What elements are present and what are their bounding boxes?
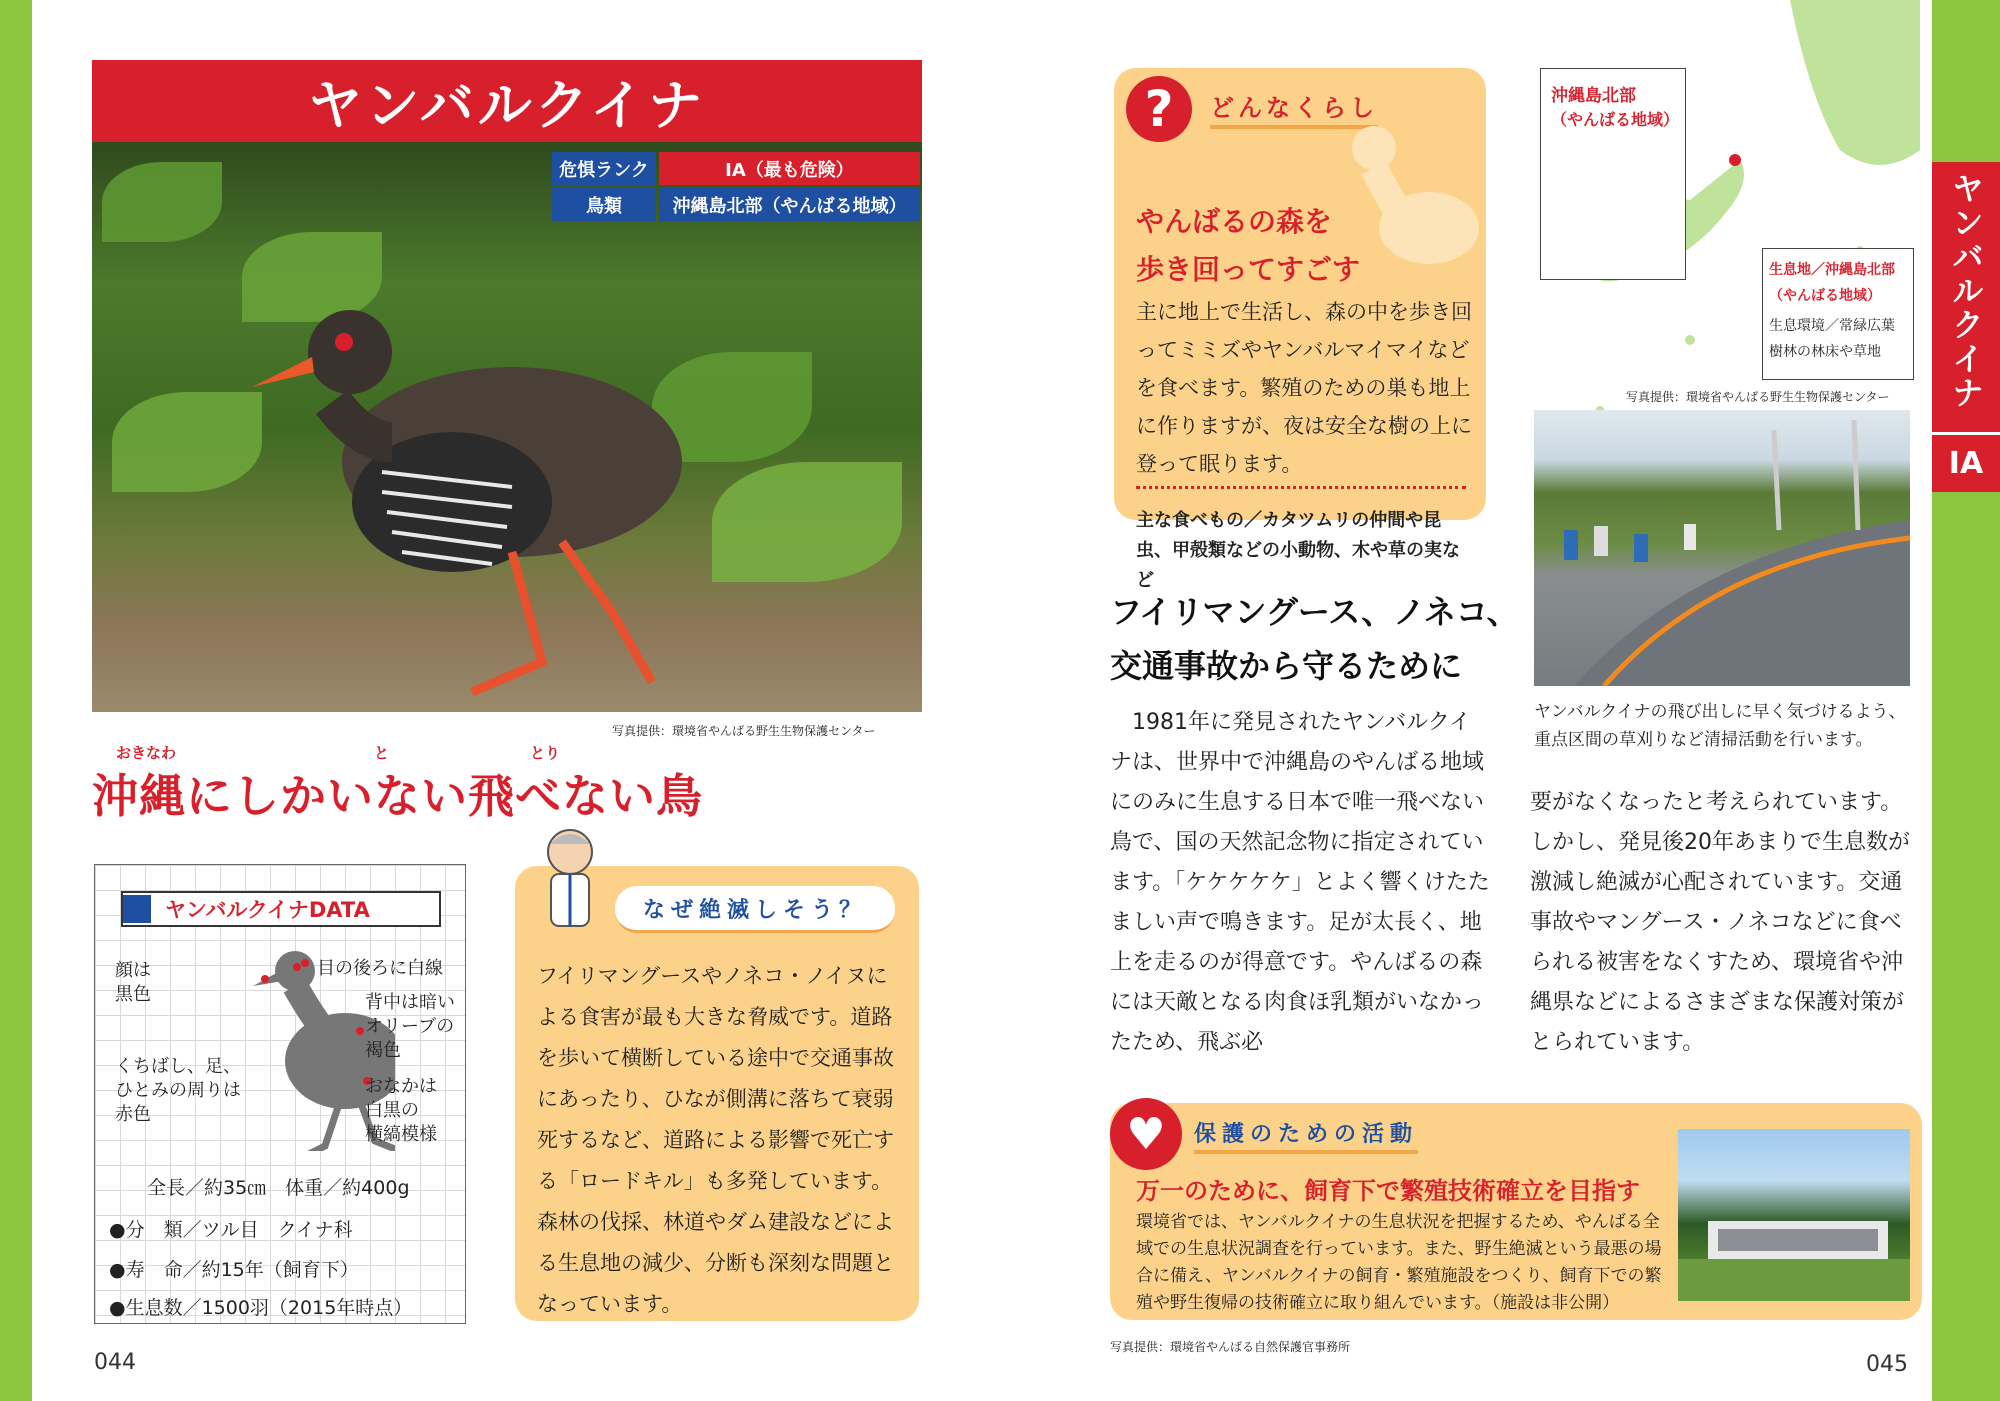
how-they-live-box — [1114, 68, 1486, 591]
photo-credit: 写真提供：環境省やんばる野生生物保護センター — [612, 724, 876, 738]
rank-value: IA（最も危険） — [659, 152, 920, 185]
page-number: 045 — [1866, 1352, 1908, 1377]
food-text: 主な食べもの／カタツムリの仲間や昆虫、甲殻類などの小動物、木や草の実など — [1136, 510, 1460, 591]
side-tab-rank: IA — [1932, 432, 2000, 491]
data-box — [94, 864, 466, 1324]
dotted-divider — [1136, 486, 1466, 489]
conservation-box — [1110, 1103, 1922, 1320]
subtitle-ruby: おきなわ — [116, 744, 177, 762]
data-heading-text: ヤンバルクイナDATA — [165, 898, 370, 922]
section-heading-line: フイリマングース、ノネコ、 — [1110, 593, 1519, 631]
subtitle-ruby: とり — [530, 744, 561, 762]
class-label: 鳥類 — [552, 188, 656, 221]
body-column-2: 要がなくなったと考えられています。しかし、発見後20年あまりで生息数が激減し絶滅が心配されています。交通事故やマングース・ノネコなどに食べられる被害をなくすため、環境省や沖縄県などによるさまざまな保護対策がとられています。 — [1530, 790, 1910, 1055]
road-cleaning-photo — [1534, 410, 1910, 686]
face-label: 顔は 黒色 — [115, 960, 151, 1005]
page-number: 044 — [94, 1350, 136, 1375]
back-label: 背中は暗い オリーブの 褐色 — [365, 992, 455, 1061]
map-callout-line: 沖縄島北部 — [1551, 86, 1636, 106]
habitat-callout — [1762, 248, 1914, 380]
subtitle-ruby: と — [374, 744, 390, 762]
map-callout — [1540, 68, 1686, 280]
why-heading: なぜ絶滅しそう？ — [615, 886, 895, 933]
section-heading — [1110, 585, 1519, 693]
question-icon: ? — [1126, 76, 1192, 142]
data-heading — [121, 891, 441, 927]
conservation-text: 環境省では、ヤンバルクイナの生息状況を把握するため、やんばる全域での生息状況調査を行っています。また、野生絶滅という最悪の場合に備え、ヤンバルクイナの飼育・繁殖施設をつくり、飼育下での繁殖や野生復帰の技術確立に取り組んでいます。（施設は非公開） — [1136, 1212, 1662, 1313]
how-subheading-line: 歩き回ってすごす — [1136, 253, 1361, 286]
subtitle: 沖縄にしかいない飛べない鳥 — [92, 769, 703, 823]
belly-label: おなかは 白黒の 横縞模様 — [365, 1076, 437, 1145]
classification-line: ●分 類／ツル目 クイナ科 — [109, 1219, 353, 1241]
heart-icon: ♥ — [1110, 1098, 1182, 1170]
population-line: ●生息数／1500羽（2015年時点） — [109, 1297, 413, 1319]
photo-credit: 写真提供：環境省やんばる自然保護官事務所 — [1110, 1340, 1351, 1354]
left-page — [32, 0, 1000, 1401]
right-page — [1000, 0, 1932, 1401]
how-subheading-line: やんばるの森を — [1136, 205, 1333, 238]
breeding-facility-photo — [1678, 1129, 1910, 1301]
lifespan-line: ●寿 命／約15年（飼育下） — [109, 1259, 359, 1281]
square-icon — [123, 895, 151, 923]
photo-credit: 写真提供：環境省やんばる野生生物保護センター — [1626, 390, 1890, 404]
side-tab-title: ヤンバルクイナ — [1947, 172, 1985, 410]
eye-label: 目の後ろに白線 — [317, 958, 443, 979]
env-label: 樹林の林床や草地 — [1769, 344, 1881, 360]
facility-illustration — [1678, 1129, 1910, 1301]
scientist-illustration — [535, 822, 605, 932]
yanbaru-kuina-photo — [92, 142, 922, 712]
how-subheading — [1136, 198, 1360, 294]
size-line: 全長／約35㎝ 体重／約400g — [147, 1177, 410, 1199]
body-column-1: 1981年に発見されたヤンバルクイナは、世界中で沖縄島のやんばる地域にのみに生息する日本で唯一飛べない鳥で、国の天然記念物に指定されています。「ケケケケケ」とよく響くけたたましい声で鳴きます。足が太長く、地上を走るのが得意です。やんばるの森には天敵となる肉食ほ乳類がいなかったため、飛ぶ必 — [1110, 710, 1490, 1055]
habitat-label: （やんばる地域） — [1769, 288, 1881, 304]
beak-label: くちばし、足、 ひとみの周りは 赤色 — [115, 1056, 241, 1125]
section-heading-line: 交通事故から守るために — [1110, 647, 1463, 685]
region-value: 沖縄島北部（やんばる地域） — [659, 188, 920, 221]
how-heading: どんなくらし — [1210, 88, 1378, 129]
conservation-subheading: 万一のために、飼育下で繁殖技術確立を目指す — [1136, 1177, 1640, 1205]
why-text: フイリマングースやノネコ・ノイヌによる食害が最も大きな脅威です。道路を歩いて横断している途中で交通事故にあったり、ひなが側溝に落ちて衰弱死するなど、道路による影響で死亡する「ロードキル」も多発しています。森林の伐採、林道やダム建設などによる生息地の減少、分断も深刻な問題となっています。 — [537, 964, 894, 1316]
bird-illustration — [92, 142, 922, 712]
why-extinct-box — [515, 866, 919, 1321]
page-title: ヤンバルクイナ — [92, 60, 922, 142]
env-label: 生息環境／常緑広葉 — [1769, 318, 1895, 334]
road-caption: ヤンバルクイナの飛び出しに早く気づけるよう、重点区間の草刈りなど清掃活動を行います。 — [1534, 702, 1906, 750]
road-illustration — [1534, 410, 1910, 686]
habitat-label: 生息地／沖縄島北部 — [1769, 262, 1895, 278]
map-callout-line: （やんばる地域） — [1551, 110, 1680, 129]
rank-table — [552, 152, 920, 224]
rank-label: 危惧ランク — [552, 152, 656, 185]
conservation-heading: 保護のための活動 — [1194, 1117, 1418, 1154]
distribution-map — [1540, 68, 1920, 404]
how-text: 主に地上で生活し、森の中を歩き回ってミミズやヤンバルマイマイなどを食べます。繁殖のための巣も地上に作りますが、夜は安全な樹の上に登って眠ります。 — [1136, 300, 1472, 476]
